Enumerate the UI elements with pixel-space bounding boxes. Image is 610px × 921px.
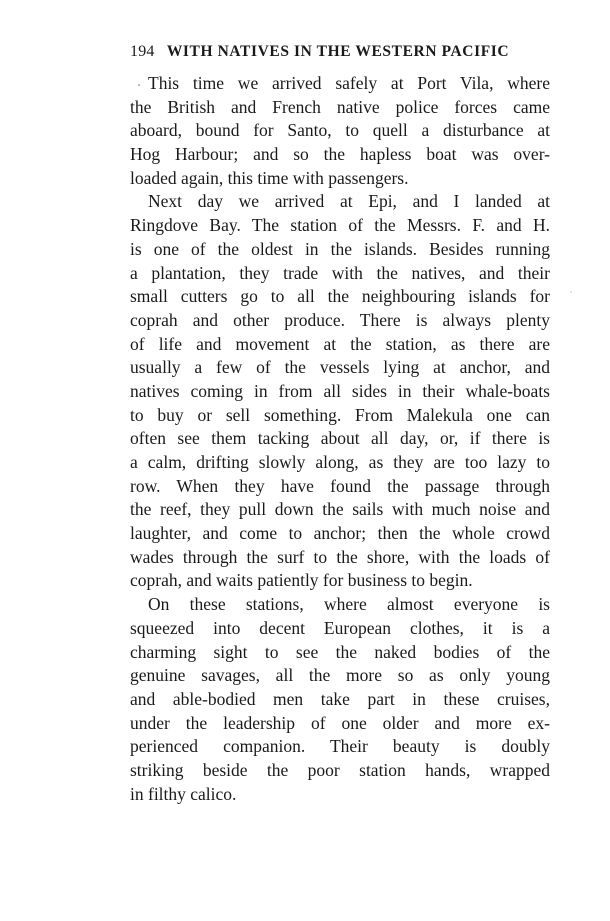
text-line: coprah, and waits patiently for business to begin. xyxy=(130,570,473,591)
text-line: coprah and other produce. There is always plenty xyxy=(130,309,550,330)
text-line: wades through the surf to the shore, with the loads of xyxy=(130,546,550,567)
text-line: a calm, drifting slowly along, as they are too lazy to xyxy=(130,452,550,472)
text-line: striking beside the poor station hands, wrapped xyxy=(130,759,550,780)
body-text xyxy=(130,72,550,806)
running-title: WITH NATIVES IN THE WESTERN PACIFIC xyxy=(166,43,510,60)
text-line: natives coming in from all sides in their whale-boats xyxy=(130,380,550,401)
text-line: often see them tacking about all day, or, if there is xyxy=(130,428,550,449)
text-line: a plantation, they trade with the natives, and their xyxy=(130,262,550,283)
text-line: On these stations, where almost everyone is xyxy=(148,594,550,615)
text-line: under the leadership of one older and more ex- xyxy=(130,712,550,733)
text-line: loaded again, this time with passengers. xyxy=(130,167,409,188)
text-line: is one of the oldest in the islands. Besides running xyxy=(130,238,550,259)
text-line: perienced companion. Their beauty is doubly xyxy=(130,736,550,757)
paragraph xyxy=(130,72,550,190)
text-line: the British and French native police forces came xyxy=(130,96,550,117)
text-line: Ringdove Bay. The station of the Messrs. F. and H. xyxy=(130,215,550,236)
running-head xyxy=(130,43,550,61)
text-line: and able-bodied men take part in these cruises, xyxy=(130,688,550,709)
paragraph xyxy=(130,190,550,593)
text-line: small cutters go to all the neighbouring islands for xyxy=(130,286,550,307)
scan-speck xyxy=(570,291,572,293)
page-number: 194 xyxy=(130,43,155,60)
text-line: in filthy calico. xyxy=(130,783,237,804)
text-line: This time we arrived safely at Port Vila, where xyxy=(148,73,550,93)
text-line: aboard, bound for Santo, to quell a disturbance at xyxy=(130,120,550,141)
text-line: charming sight to see the naked bodies of the xyxy=(130,641,550,662)
paragraph xyxy=(130,593,550,806)
text-line: squeezed into decent European clothes, it is a xyxy=(130,617,550,638)
text-line: usually a few of the vessels lying at anchor, and xyxy=(130,357,550,378)
text-line: Hog Harbour; and so the hapless boat was over- xyxy=(130,144,550,165)
text-line: the reef, they pull down the sails with much noise and xyxy=(130,499,550,520)
text-line: laughter, and come to anchor; then the whole crowd xyxy=(130,523,550,544)
text-line: genuine savages, all the more so as only young xyxy=(130,665,550,686)
text-line: of life and movement at the station, as there are xyxy=(130,333,550,354)
text-line: Next day we arrived at Epi, and I landed at xyxy=(148,191,550,212)
text-line: row. When they have found the passage through xyxy=(130,475,550,496)
text-line: to buy or sell something. From Malekula one can xyxy=(130,404,550,425)
